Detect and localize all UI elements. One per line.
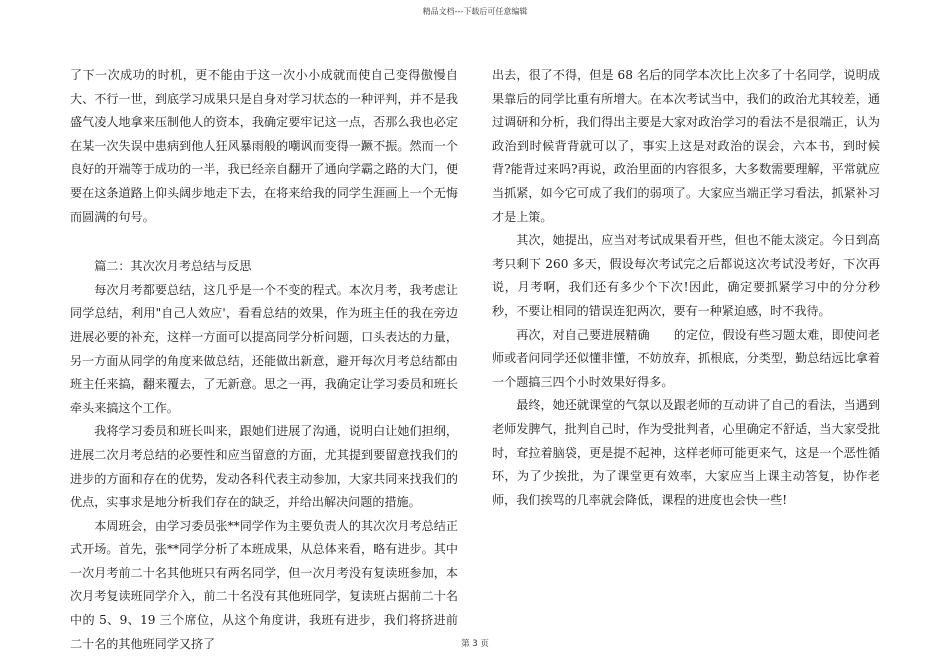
page-header: 精品文档---下载后可任意编辑	[422, 7, 528, 16]
right-column	[492, 64, 880, 512]
paragraph: 其次，她提出，应当对考试成果看开些，但也不能太淡定。今日到高考只剩下 260 多天，假设每次考试完之后都说这次考试没考好，下次再说，月考啊，我们还有多少个下次!因此，确定要抓紧学习中的分分秒秒，不要让相同的错误连犯两次，要有一种紧迫感，时不我待。	[492, 233, 880, 318]
left-column	[70, 64, 458, 656]
paragraph: 了下一次成功的时机，更不能由于这一次小小成就而使自己变得傲慢自大、不行一世，到底学习成果只是自身对学习状态的一种评判，并不是我盛气凌人地拿来压制他人的资本，我确定要牢记这一点，否那么我也必定在某一次失误中患病到他人狂风暴雨般的嘲讽而变得一蹶不振。然而一个良好的开端等于成功的一半，我已经亲自翻开了通向学霸之路的大门，便要在这条道路上仰头阔步地走下去，在将来给我的同学生涯画上一个无悔而圆满的句号。	[70, 68, 458, 224]
paragraph: 本周班会，由学习委员张**同学作为主要负责人的其次次月考总结正式开场。首先，张**同学分析了本班成果，从总体来看，略有进步。其中一次月考前二十名其他班只有两名同学，但一次月考没有复读班参加，本次月考复读班同学介入，前二十名没有其他班同学，复读班占据前二十名中的 5、9、19 三个席位，从这个角度讲，我班有进步，我们将挤进前二十名的其他班同学又挤了	[70, 518, 458, 651]
paragraph: 出去，很了不得，但是 68 名后的同学本次比上次多了十名同学，说明成果靠后的同学比重有所增大。在本次考试当中，我们的政治尤其较差，通过调研和分析，我们得出主要是大家对政治学习的看法不是很端正，认为政治到时候背背就可以了，事实上这是对政治的误会，六本书，到时候背?能背过来吗?再说，政治里面的内容很多，大多数需要理解，平常就应当抓紧，如今它可成了我们的弱项了。大家应当端正学习看法，抓紧补习才是上策。	[492, 68, 880, 224]
paragraph: 每次月考都要总结，这几乎是一个不变的程式。本次月考，我考虑让同学总结，利用"自己人效应'，看看总结的效果，作为班主任的我在旁边进展必要的补充，这样一方面可以提高同学分析问题，口头表达的力量，另一方面从同学的角度来做总结，还能做出新意，避开每次月考总结都由班主任来搞，翻来覆去，了无新意。思之一再，我确定让学习委员和班长牵头来搞这个工作。	[70, 282, 458, 415]
paragraph: 再次，对自己要进展精确 的定位，假设有些习题太难，即使问老师或者问同学还似懂非懂，不妨放弃，抓根底，分类型，勤总结远比拿着一个题搞三四个小时效果好得多。	[492, 327, 880, 389]
page-number: 第 3 页	[461, 639, 489, 649]
section-heading: 篇二：其次次月考总结与反思	[94, 259, 252, 274]
paragraph: 最终，她还就课堂的气氛以及跟老师的互动讲了自己的看法，当遇到老师发脾气，批判自己时，作为受批判者，心里确定不舒适，当大家受批时，耷拉着脑袋，更是提不起神，这样老师可能更来气，这是一个恶性循环，为了少挨批，为了课堂更有效率，大家应当上课主动答复，协作老师，我们挨骂的几率就会降低，课程的进度也会快一些!	[492, 398, 880, 507]
paragraph: 我将学习委员和班长叫来，跟她们进展了沟通，说明白让她们担纲，进展二次月考总结的必要性和应当留意的方面，尤其提到要留意找我们的进步的方面和存在的优势，发动各科代表主动参加，大家共同来找我们的优点，实事求是地分析我们存在的缺乏，并给出解决问题的措施。	[70, 424, 458, 510]
